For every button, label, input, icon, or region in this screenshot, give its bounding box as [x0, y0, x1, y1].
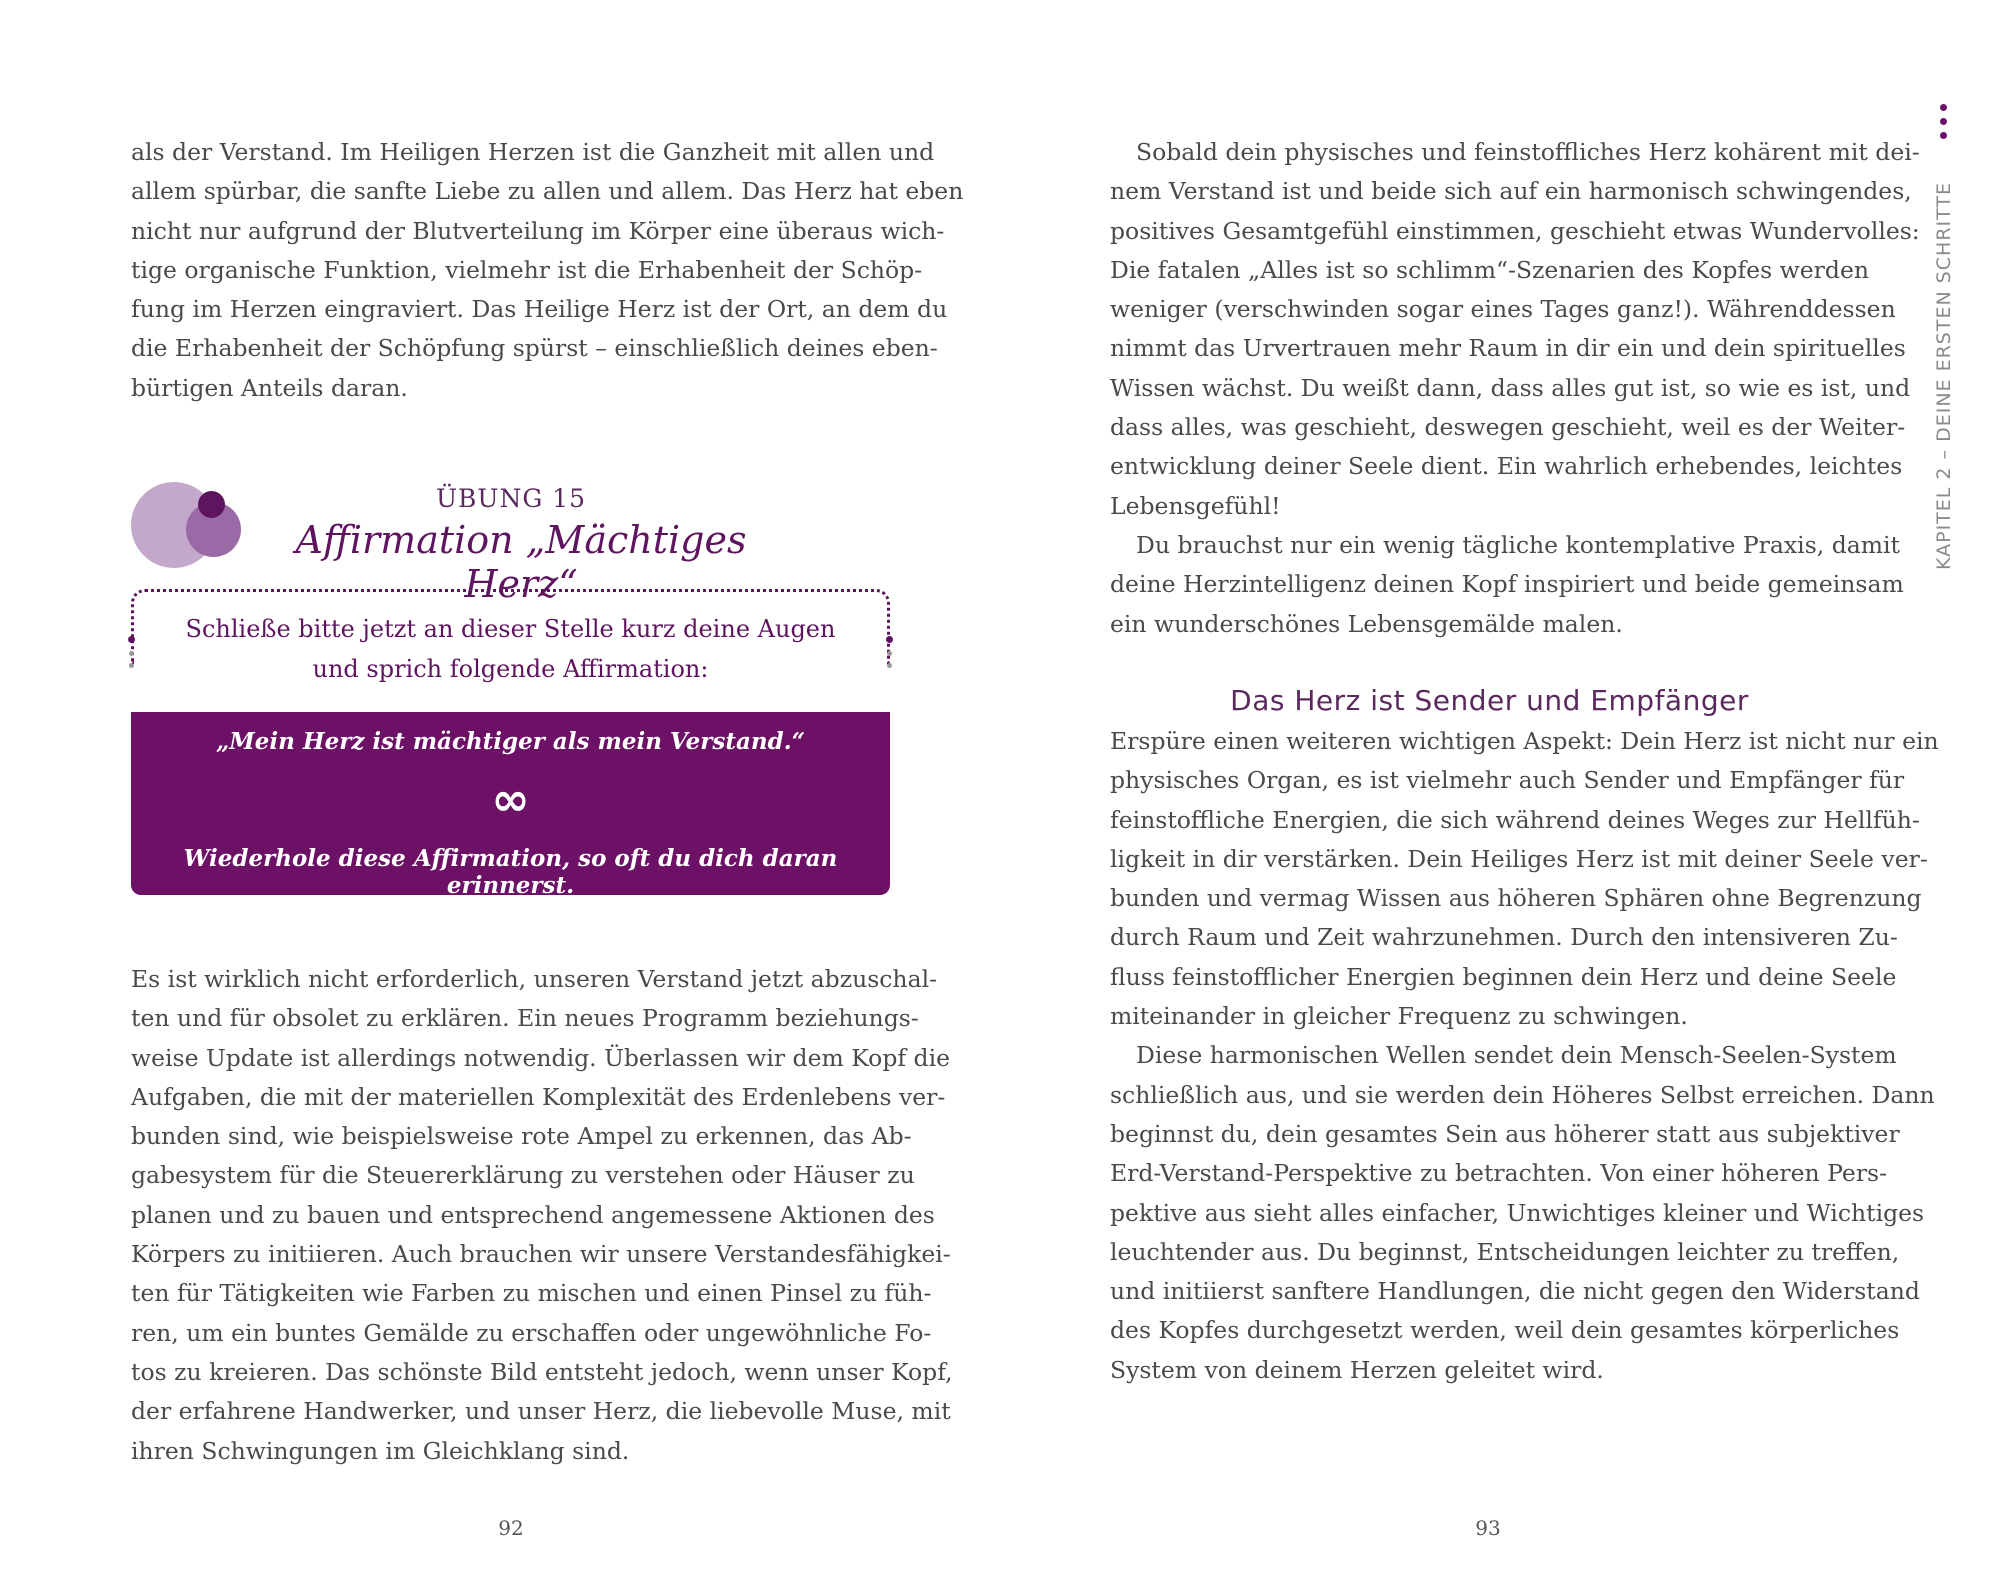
running-header-text: KAPITEL 2 – DEINE ERSTEN SCHRITTE — [1933, 181, 1955, 570]
text-line: entwicklung deiner Seele dient. Ein wahrlich erhebendes, leichtes — [1110, 452, 1903, 481]
text-line: Aufgaben, die mit der materiellen Komplexität des Erdenlebens ver- — [131, 1082, 946, 1111]
text-line: Wissen wächst. Du weißt dann, dass alles gut ist, so wie es ist, und — [1110, 373, 1911, 402]
text-line: tos zu kreieren. Das schönste Bild entsteht jedoch, wenn unser Kopf, — [131, 1357, 953, 1386]
text-line: bunden und vermag Wissen aus höheren Sphären ohne Begrenzung — [1110, 884, 1922, 913]
side-dot — [1940, 104, 1947, 111]
right-page — [1000, 0, 2000, 1574]
text-line: nem Verstand ist und beide sich auf ein harmonisch schwingendes, — [1110, 177, 1912, 206]
section-heading: Das Herz ist Sender und Empfänger — [1230, 684, 1749, 717]
text-line: der erfahrene Handwerker, und unser Herz, die liebevolle Muse, mit — [131, 1397, 951, 1426]
text-line: physisches Organ, es ist vielmehr auch Sender und Empfänger für — [1110, 766, 1905, 795]
text-line: leuchtender aus. Du beginnst, Entscheidungen leichter zu treffen, — [1110, 1237, 1900, 1266]
text-line: die Erhabenheit der Schöpfung spürst – einschließlich deines eben- — [131, 334, 938, 363]
text-line: deine Herzintelligenz deinen Kopf inspiriert und beide gemeinsam — [1110, 570, 1904, 599]
text-line: nimmt das Urvertrauen mehr Raum in dir ein und dein spirituelles — [1110, 334, 1906, 363]
exercise-label: ÜBUNG 15 — [435, 484, 587, 513]
instruction-line: und sprich folgende Affirmation: — [312, 655, 709, 683]
text-line: ligkeit in dir verstärken. Dein Heiliges Herz ist mit deiner Seele ver- — [1110, 844, 1928, 873]
text-line: Lebensgefühl! — [1110, 491, 1281, 520]
side-dot — [1940, 132, 1947, 139]
text-line: ein wunderschönes Lebensgemälde malen. — [1110, 609, 1623, 638]
text-line: fluss feinstofflicher Energien beginnen dein Herz und deine Seele — [1110, 962, 1897, 991]
text-line: durch Raum und Zeit wahrzunehmen. Durch den intensiveren Zu- — [1110, 923, 1898, 952]
text-line: ten und für obsolet zu erklären. Ein neues Programm beziehungs- — [131, 1004, 919, 1033]
text-line: als der Verstand. Im Heiligen Herzen ist die Ganzheit mit allen und — [131, 138, 935, 166]
text-line: ten für Tätigkeiten wie Farben zu mischen und einen Pinsel zu füh- — [131, 1279, 932, 1308]
right-paragraph-1 — [1110, 133, 1920, 644]
page-number: 93 — [1475, 1516, 1501, 1540]
text-line: gabesystem für die Steuererklärung zu verstehen oder Häuser zu — [131, 1161, 915, 1190]
affirmation-panel — [131, 712, 890, 899]
text-line: des Kopfes durchgesetzt werden, weil dein gesamtes körperliches — [1110, 1316, 1900, 1345]
text-line: System von deinem Herzen geleitet wird. — [1110, 1355, 1604, 1384]
exercise-instruction — [131, 609, 890, 689]
text-line: Erd-Verstand-Perspektive zu betrachten. Von einer höheren Pers- — [1110, 1159, 1888, 1188]
text-line: planen und zu bauen und entsprechend angemessene Aktionen des — [131, 1200, 935, 1229]
left-paragraph-2 — [131, 960, 953, 1471]
instruction-line: Schließe bitte jetzt an dieser Stelle kurz deine Augen — [185, 615, 836, 643]
text-line: ren, um ein buntes Gemälde zu erschaffen oder ungewöhnliche Fo- — [131, 1318, 932, 1347]
text-line: positives Gesamtgefühl einstimmen, geschieht etwas Wundervolles: — [1110, 216, 1920, 245]
text-line: und initiierst sanftere Handlungen, die nicht gegen den Widerstand — [1110, 1277, 1920, 1306]
exercise-circles-icon — [131, 482, 241, 572]
text-line: Du brauchst nur ein wenig tägliche kontemplative Praxis, damit — [1136, 530, 1900, 559]
text-line: weniger (verschwinden sogar eines Tages ganz!). Währenddessen — [1110, 295, 1896, 324]
right-paragraph-2 — [1110, 722, 1939, 1390]
infinity-icon: ∞ — [491, 772, 530, 826]
text-line: ihren Schwingungen im Gleichklang sind. — [131, 1436, 630, 1465]
text-line: allem spürbar, die sanfte Liebe zu allen und allem. Das Herz hat eben — [131, 177, 964, 206]
side-dot — [1940, 118, 1947, 125]
text-line: feinstoffliche Energien, die sich während deines Weges zur Hellfüh- — [1110, 805, 1920, 834]
text-line: bürtigen Anteils daran. — [131, 373, 408, 402]
affirmation-text: „Mein Herz ist mächtiger als mein Verstand.“ — [216, 728, 805, 755]
text-line: beginnst du, dein gesamtes Sein aus höherer statt aus subjektiver — [1110, 1119, 1900, 1148]
text-line: weise Update ist allerdings notwendig. Überlassen wir dem Kopf die — [131, 1043, 951, 1072]
text-line: fung im Herzen eingraviert. Das Heilige Herz ist der Ort, an dem du — [131, 295, 948, 324]
text-line: tige organische Funktion, vielmehr ist die Erhabenheit der Schöp- — [131, 255, 923, 284]
text-line: bunden sind, wie beispielsweise rote Ampel zu erkennen, das Ab- — [131, 1122, 912, 1151]
text-line: nicht nur aufgrund der Blutverteilung im Körper eine überaus wich- — [131, 216, 945, 245]
circle-small — [198, 491, 225, 518]
text-line: Diese harmonischen Wellen sendet dein Mensch-Seelen-System — [1136, 1041, 1897, 1070]
left-paragraph-1 — [131, 133, 964, 408]
affirmation-repeat-note: Wiederhole diese Affirmation, so oft du dich daran erinnerst. — [183, 845, 838, 899]
text-line: Sobald dein physisches und feinstoffliches Herz kohärent mit dei- — [1136, 138, 1920, 166]
exercise-title: Affirmation „Mächtiges Herz“ — [295, 518, 747, 606]
text-line: Die fatalen „Alles ist so schlimm“-Szenarien des Kopfes werden — [1110, 255, 1869, 284]
text-line: pektive aus sieht alles einfacher, Unwichtiges kleiner und Wichtiges — [1110, 1198, 1925, 1227]
text-line: Körpers zu initiieren. Auch brauchen wir unsere Verstandesfähigkei- — [131, 1240, 951, 1269]
text-line: dass alles, was geschieht, deswegen geschieht, weil es der Weiter- — [1110, 413, 1906, 442]
text-line: schließlich aus, und sie werden dein Höheres Selbst erreichen. Dann — [1110, 1080, 1935, 1109]
page-number: 92 — [498, 1516, 524, 1540]
side-dots-icon — [1940, 104, 1950, 144]
text-line: miteinander in gleicher Frequenz zu schwingen. — [1110, 1002, 1688, 1031]
text-line: Erspüre einen weiteren wichtigen Aspekt: Dein Herz ist nicht nur ein — [1110, 727, 1939, 755]
text-line: Es ist wirklich nicht erforderlich, unseren Verstand jetzt abzuschal- — [131, 965, 938, 993]
